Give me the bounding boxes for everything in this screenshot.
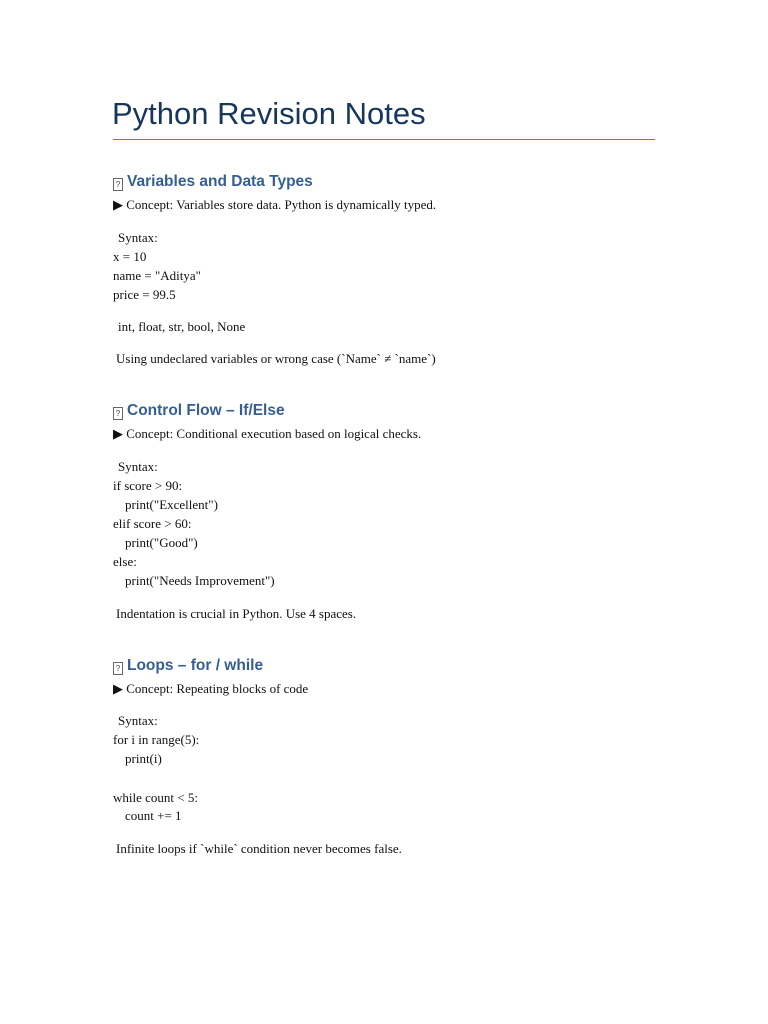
missing-glyph-icon: ? [113,178,123,191]
code-line: print(i) [125,751,162,766]
note-text: Using undeclared variables or wrong case (`Name` ≠ `name`) [116,351,436,366]
section-heading-text: Control Flow – If/Else [127,402,285,419]
code-line: elif score > 60: [113,516,192,531]
concept-text: ▶ Concept: Repeating blocks of code [113,681,309,696]
section-heading [113,656,263,676]
code-line: count += 1 [125,808,182,823]
concept-text: ▶ Concept: Variables store data. Python is dynamically typed. [113,197,437,212]
title-underline [113,139,655,140]
missing-glyph-icon: ? [113,407,123,420]
code-line: print("Excellent") [125,497,218,512]
section-heading-text: Variables and Data Types [127,173,313,190]
code-line: while count < 5: [113,790,198,805]
code-line: print("Good") [125,535,198,550]
code-line: for i in range(5): [113,732,200,747]
syntax-label: Syntax: [118,459,158,474]
document-title: Python Revision Notes [112,96,426,131]
syntax-label: Syntax: [118,230,158,245]
section-heading [113,172,313,192]
concept-text: ▶ Concept: Conditional execution based on logical checks. [113,426,422,441]
section-heading-text: Loops – for / while [127,657,264,674]
section-heading [113,401,285,421]
code-line: name = "Aditya" [113,268,201,283]
code-line: else: [113,554,137,569]
code-line: if score > 90: [113,478,183,493]
note-text: Infinite loops if `while` condition never becomes false. [116,841,402,856]
note-text: int, float, str, bool, None [118,319,246,334]
syntax-label: Syntax: [118,713,158,728]
code-line: price = 99.5 [113,287,176,302]
note-text: Indentation is crucial in Python. Use 4 spaces. [116,606,357,621]
missing-glyph-icon: ? [113,662,123,675]
code-line: print("Needs Improvement") [125,573,275,588]
code-line: x = 10 [113,249,147,264]
